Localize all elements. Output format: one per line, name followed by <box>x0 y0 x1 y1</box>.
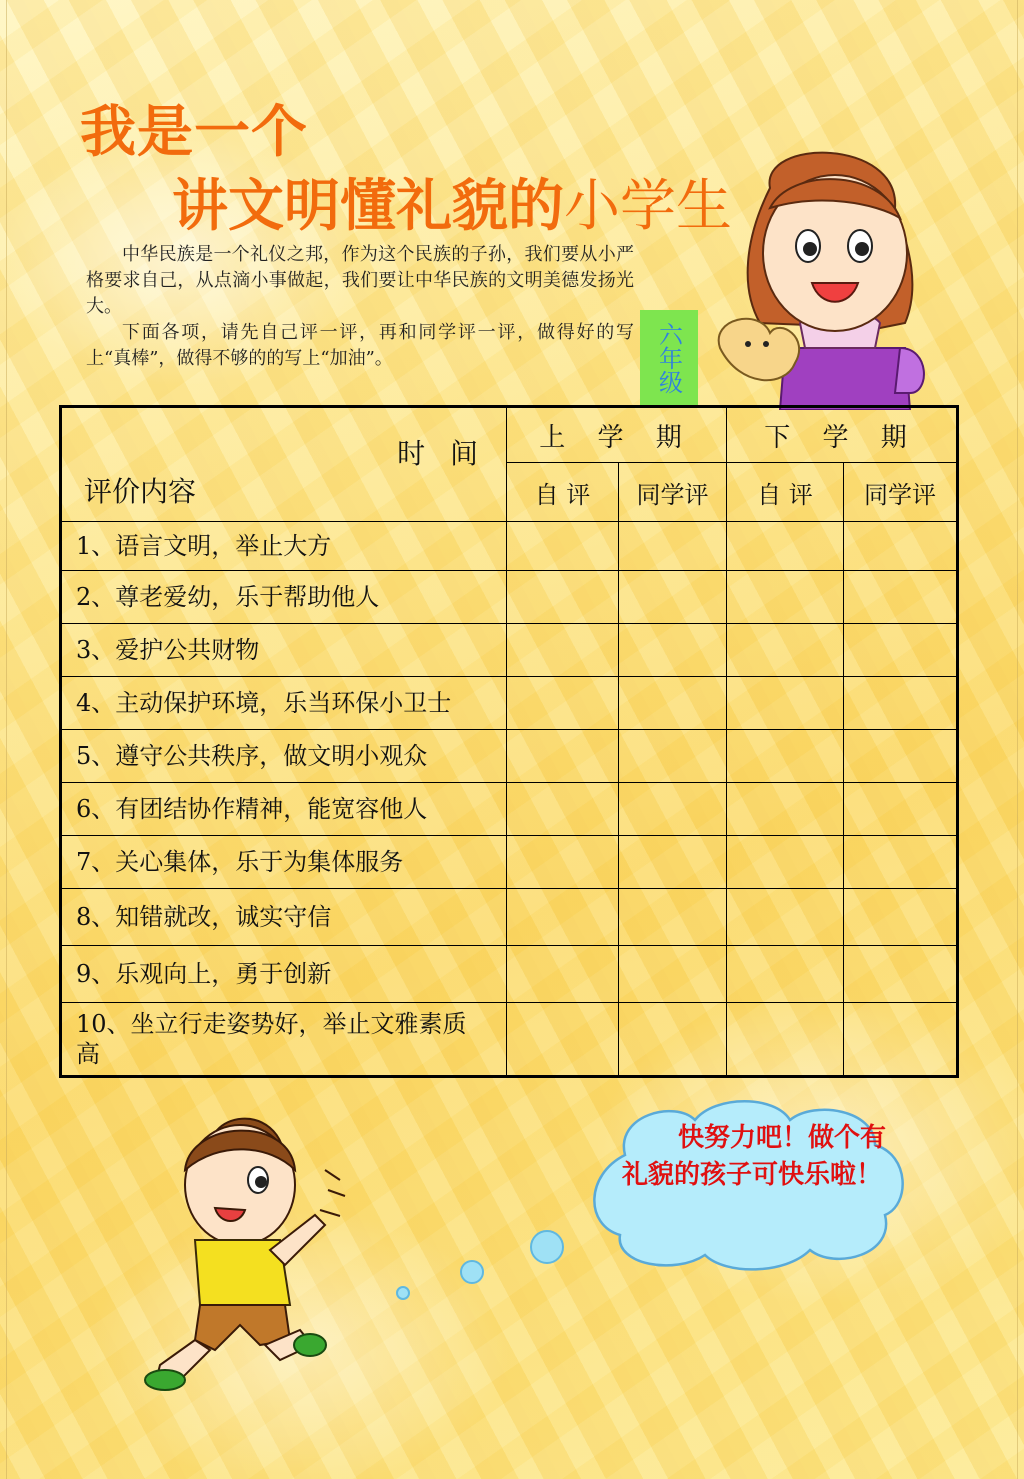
title-line-2 <box>172 162 732 242</box>
term-2-self-eval-cell[interactable] <box>727 624 844 677</box>
header-time-label: 时 间 <box>397 437 486 470</box>
intro-paragraph-1: 中华民族是一个礼仪之邦，作为这个民族的子孙，我们要从小严格要求自己，从点滴小事做起，我们要让中华民族的文明美德发扬光大。 <box>86 244 634 317</box>
term-1-peer-eval-cell[interactable] <box>619 730 727 783</box>
table-row <box>61 730 958 783</box>
term-1-peer-eval-cell[interactable] <box>619 836 727 889</box>
grade-badge: 六年级 <box>640 310 698 406</box>
table-row <box>61 836 958 889</box>
thought-bubble-small <box>396 1286 410 1300</box>
term-2-header: 下 学 期 <box>727 407 958 463</box>
term-1-peer-eval-cell[interactable] <box>619 571 727 624</box>
term-1-peer-eval-cell[interactable] <box>619 677 727 730</box>
item-label: 4、主动保护环境，乐当环保小卫士 <box>61 677 507 730</box>
title-line-2-bold: 讲文明懂礼貌的 <box>172 174 564 239</box>
term-2-self-eval-cell[interactable] <box>727 1003 844 1077</box>
table-row <box>61 889 958 946</box>
item-label: 10、坐立行走姿势好，举止文雅素质高 <box>61 1003 507 1077</box>
term-1-peer-eval-cell[interactable] <box>619 1003 727 1077</box>
term-2-peer-eval-cell[interactable] <box>844 1003 958 1077</box>
term-2-self-eval-cell[interactable] <box>727 522 844 571</box>
term-2-peer-eval-cell[interactable] <box>844 677 958 730</box>
title-line-1: 我是一个 <box>80 100 308 165</box>
item-label: 6、有团结协作精神，能宽容他人 <box>61 783 507 836</box>
term-2-self-eval-cell[interactable] <box>727 571 844 624</box>
title-line-2-light: 小学生 <box>564 174 732 239</box>
item-label: 5、遵守公共秩序，做文明小观众 <box>61 730 507 783</box>
term-1-peer-eval-cell[interactable] <box>619 624 727 677</box>
table-header-row-1 <box>61 407 958 463</box>
table-row <box>61 1003 958 1077</box>
term-1-peer-eval-cell[interactable] <box>619 522 727 571</box>
term-2-peer-eval-cell[interactable] <box>844 946 958 1003</box>
item-label: 7、关心集体，乐于为集体服务 <box>61 836 507 889</box>
term-2-peer-eval-cell[interactable] <box>844 730 958 783</box>
term-1-peer-eval-header: 同学评 <box>619 463 727 522</box>
thought-bubble-medium <box>460 1260 484 1284</box>
evaluation-table <box>59 405 959 1078</box>
term-2-self-eval-header: 自 评 <box>727 463 844 522</box>
intro-paragraph-2: 下面各项，请先自己评一评，再和同学评一评，做得好的写上“真棒”，做得不够的的写上“加油”。 <box>86 322 634 369</box>
item-label: 3、爱护公共财物 <box>61 624 507 677</box>
term-2-peer-eval-header: 同学评 <box>844 463 958 522</box>
item-label: 2、尊老爱幼，乐于帮助他人 <box>61 571 507 624</box>
table-row <box>61 522 958 571</box>
cloud-message-text: 快努力吧！做个有礼貌的孩子可快乐啦！ <box>622 1123 887 1190</box>
term-1-self-eval-cell[interactable] <box>507 836 619 889</box>
girl-illustration <box>700 148 930 410</box>
table-row <box>61 783 958 836</box>
term-2-peer-eval-cell[interactable] <box>844 836 958 889</box>
term-1-peer-eval-cell[interactable] <box>619 946 727 1003</box>
term-1-peer-eval-cell[interactable] <box>619 889 727 946</box>
term-1-self-eval-cell[interactable] <box>507 624 619 677</box>
term-1-self-eval-cell[interactable] <box>507 730 619 783</box>
term-2-peer-eval-cell[interactable] <box>844 889 958 946</box>
term-2-peer-eval-cell[interactable] <box>844 522 958 571</box>
term-2-self-eval-cell[interactable] <box>727 730 844 783</box>
table-row <box>61 946 958 1003</box>
term-1-self-eval-cell[interactable] <box>507 677 619 730</box>
intro-text <box>86 242 634 372</box>
thought-bubble-large <box>530 1230 564 1264</box>
term-2-self-eval-cell[interactable] <box>727 836 844 889</box>
term-1-self-eval-cell[interactable] <box>507 783 619 836</box>
term-2-peer-eval-cell[interactable] <box>844 624 958 677</box>
term-2-self-eval-cell[interactable] <box>727 889 844 946</box>
item-label: 9、乐观向上，勇于创新 <box>61 946 507 1003</box>
term-2-self-eval-cell[interactable] <box>727 677 844 730</box>
term-1-self-eval-cell[interactable] <box>507 946 619 1003</box>
term-2-self-eval-cell[interactable] <box>727 946 844 1003</box>
term-1-self-eval-cell[interactable] <box>507 1003 619 1077</box>
cloud-message <box>622 1120 894 1194</box>
term-1-self-eval-header: 自 评 <box>507 463 619 522</box>
term-1-peer-eval-cell[interactable] <box>619 783 727 836</box>
term-1-self-eval-cell[interactable] <box>507 522 619 571</box>
header-content-label: 评价内容 <box>84 475 197 508</box>
table-row <box>61 624 958 677</box>
item-label: 1、语言文明，举止大方 <box>61 522 507 571</box>
table-row <box>61 677 958 730</box>
term-2-peer-eval-cell[interactable] <box>844 571 958 624</box>
term-2-self-eval-cell[interactable] <box>727 783 844 836</box>
term-1-self-eval-cell[interactable] <box>507 571 619 624</box>
boy-illustration <box>140 1100 360 1400</box>
term-2-peer-eval-cell[interactable] <box>844 783 958 836</box>
table-header-corner <box>61 407 507 522</box>
term-1-self-eval-cell[interactable] <box>507 889 619 946</box>
term-1-header: 上 学 期 <box>507 407 727 463</box>
item-label: 8、知错就改，诚实守信 <box>61 889 507 946</box>
table-row <box>61 571 958 624</box>
